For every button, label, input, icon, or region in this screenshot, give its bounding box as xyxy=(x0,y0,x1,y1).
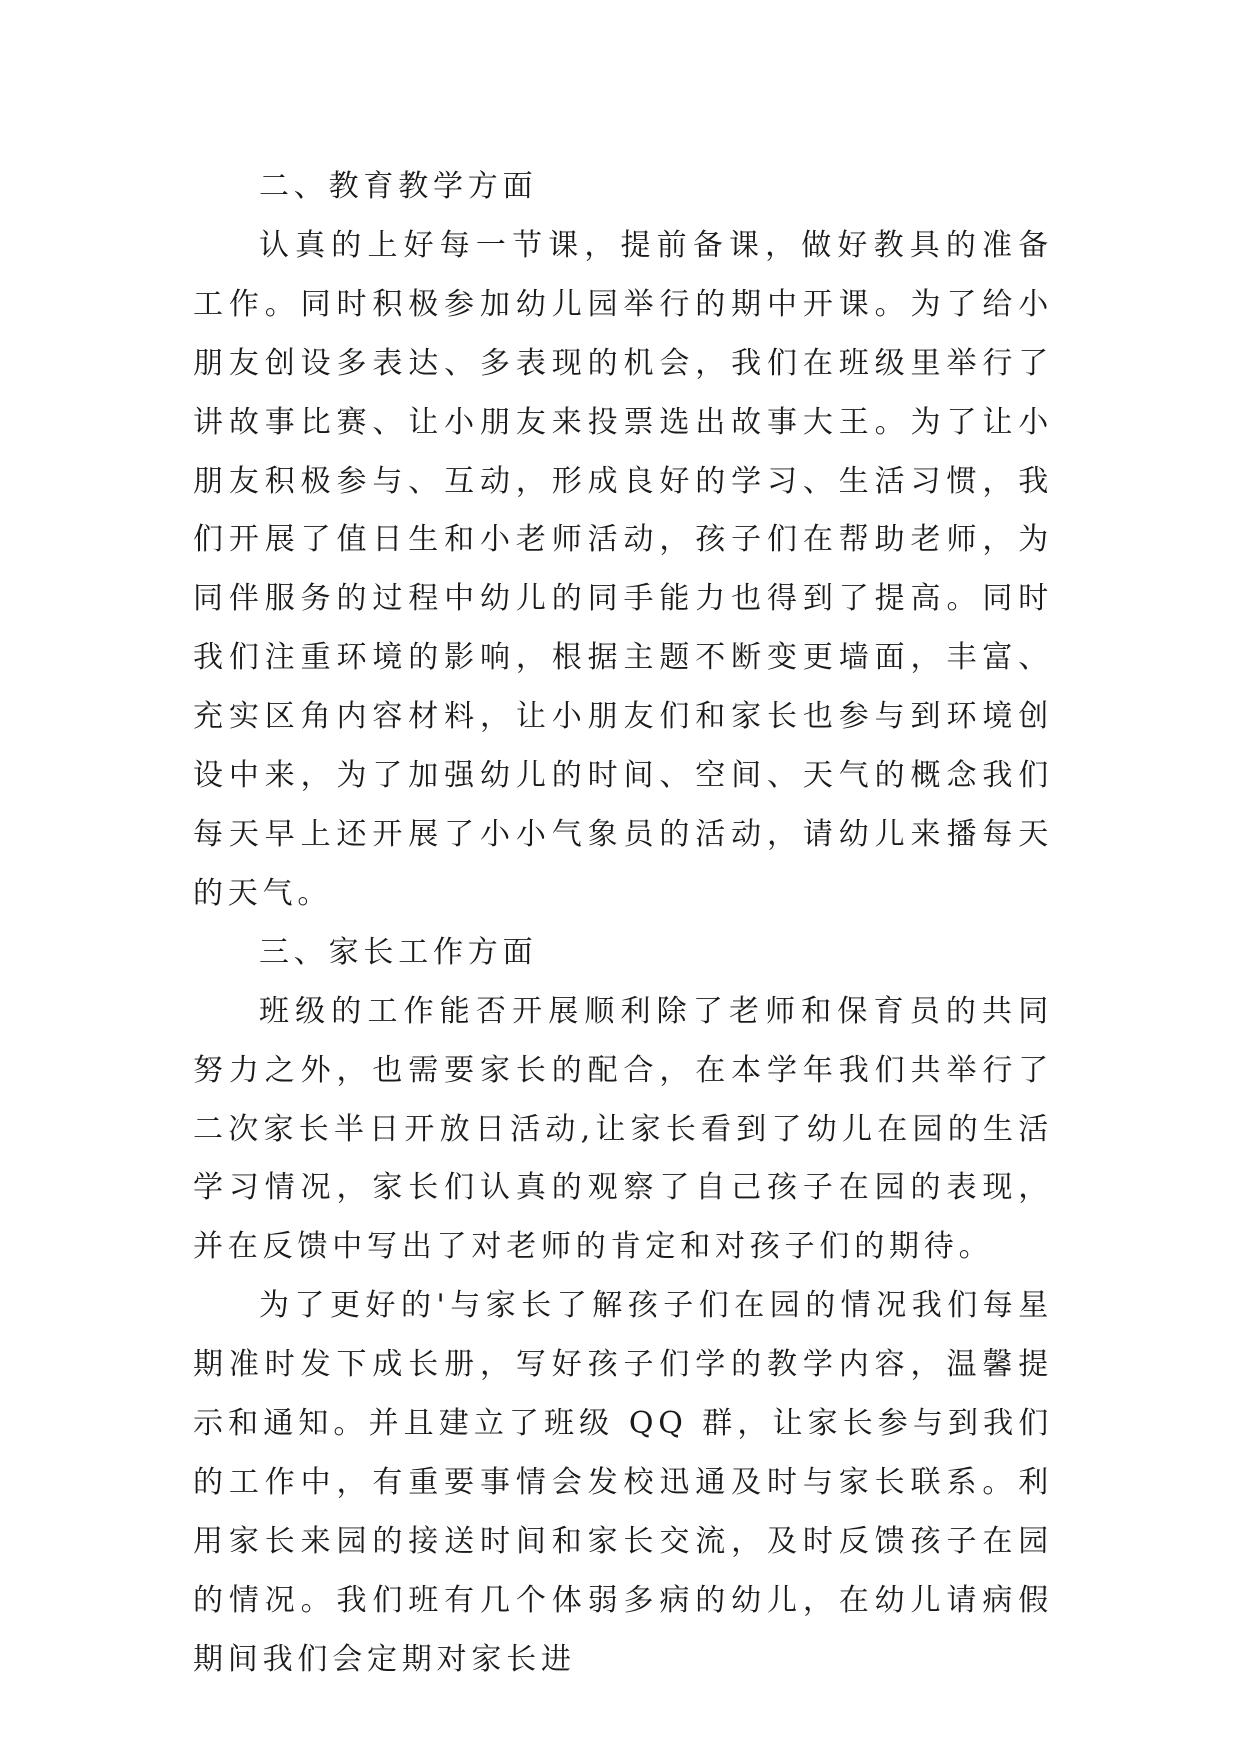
section-heading-education: 二、教育教学方面 xyxy=(259,169,538,204)
paragraph-education: 认真的上好每一节课，提前备课，做好教具的准备工作。同时积极参加幼儿园举行的期中开课。为了给小朋友创设多表达、多表现的机会，我们在班级里举行了讲故事比赛、让小朋友来投票选出故事大王。为了让小朋友积极参与、互动，形成良好的学习、生活习惯，我们开展了值日生和小老师活动，孩子们在帮助老师，为同伴服务的过程中幼儿的同手能力也得到了提高。同时我们注重环境的影响，根据主题不断变更墙面，丰富、充实区角内容材料，让小朋友们和家长也参与到环境创设中来，为了加强幼儿的时间、空间、天气的概念我们每天早上还开展了小小气象员的活动，请幼儿来播每天的天气。 xyxy=(193,227,1053,911)
paragraph-parents-communication: 为了更好的'与家长了解孩子们在园的情况我们每星期准时发下成长册，写好孩子们学的教学内容，温馨提示和通知。并且建立了班级 QQ 群，让家长参与到我们的工作中，有重要事情会发校迅通及时与家长联系。利用家长来园的接送时间和家长交流，及时反馈孩子在园的情况。我们班有几个体弱多病的幼儿，在幼儿请病假期间我们会定期对家长进 xyxy=(193,1288,1053,1677)
document-body xyxy=(193,158,1053,1690)
section-heading-parents: 三、家长工作方面 xyxy=(259,934,538,970)
paragraph-parents-cooperation: 班级的工作能否开展顺利除了老师和保育员的共同努力之外，也需要家长的配合，在本学年我们共举行了二次家长半日开放日活动,让家长看到了幼儿在园的生活学习情况，家长们认真的观察了自己孩子在园的表现，并在反馈中写出了对老师的肯定和对孩子们的期待。 xyxy=(193,993,1053,1265)
